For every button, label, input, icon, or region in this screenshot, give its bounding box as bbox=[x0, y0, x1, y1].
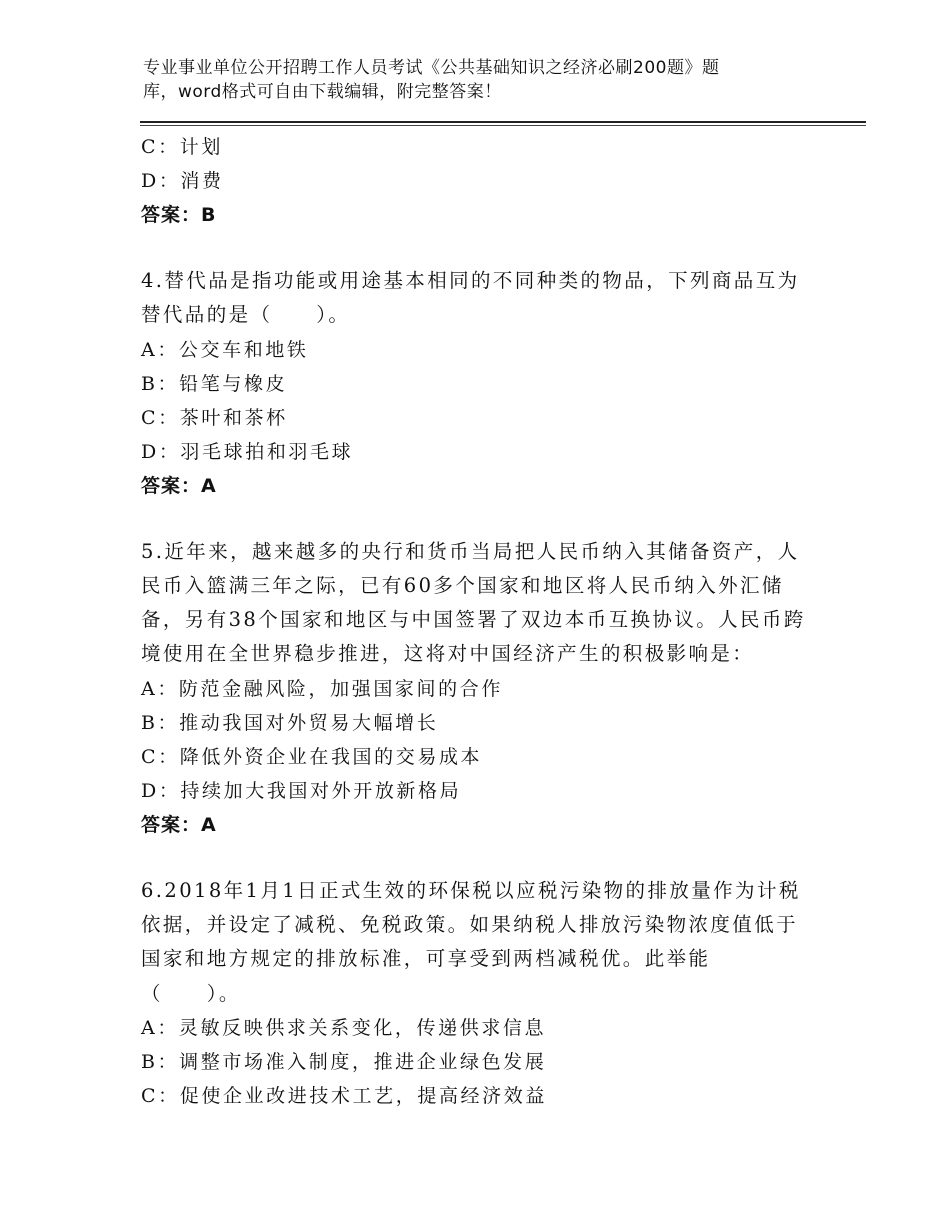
option-d: D：羽毛球拍和羽毛球 bbox=[141, 440, 354, 463]
option-a: A：公交车和地铁 bbox=[141, 338, 309, 361]
question-5 bbox=[141, 535, 806, 842]
question-4 bbox=[141, 264, 801, 503]
option-d: D：持续加大我国对外开放新格局 bbox=[141, 779, 462, 802]
question-stem-line: 6.2018年1月1日正式生效的环保税以应税污染物的排放量作为计税 bbox=[141, 878, 801, 902]
question-stem-line: 境使用在全世界稳步推进，这将对中国经济产生的积极影响是： bbox=[141, 642, 755, 666]
option-b: B：调整市场准入制度，推进企业绿色发展 bbox=[141, 1050, 547, 1073]
question-6 bbox=[141, 874, 801, 1113]
spacer bbox=[141, 503, 801, 535]
question-stem-line: 替代品的是（ ）。 bbox=[141, 303, 351, 327]
spacer bbox=[141, 232, 801, 264]
page-header bbox=[143, 56, 803, 104]
option-c: C：茶叶和茶杯 bbox=[141, 406, 288, 429]
option-b: B：铅笔与橡皮 bbox=[141, 372, 288, 395]
document-body bbox=[141, 130, 806, 1113]
option-a: A：灵敏反映供求关系变化，传递供求信息 bbox=[141, 1016, 547, 1039]
header-divider-thick bbox=[140, 121, 866, 123]
answer: 答案：A bbox=[141, 474, 217, 497]
question-stem-line: 国家和地方规定的排放标准，可享受到两档减税优。此举能 bbox=[141, 947, 711, 971]
answer: 答案：B bbox=[141, 204, 217, 226]
header-title-line-2: 库，word格式可自由下载编辑，附完整答案！ bbox=[143, 82, 502, 102]
question-stem-line: 5.近年来，越来越多的央行和货币当局把人民币纳入其储备资产，人 bbox=[141, 539, 800, 563]
header-divider-thin bbox=[140, 125, 866, 126]
question-stem-line: （ ）。 bbox=[141, 981, 241, 1005]
answer: 答案：A bbox=[141, 813, 217, 836]
option-c: C：降低外资企业在我国的交易成本 bbox=[141, 745, 483, 768]
question-3-continued bbox=[141, 130, 801, 232]
question-stem-line: 4.替代品是指功能或用途基本相同的不同种类的物品，下列商品互为 bbox=[141, 269, 800, 292]
header-title-line-1: 专业事业单位公开招聘工作人员考试《公共基础知识之经济必刷200题》题 bbox=[143, 58, 720, 78]
question-stem-line: 民币入篮满三年之际，已有60多个国家和地区将人民币纳入外汇储 bbox=[141, 573, 784, 597]
question-stem-line: 备，另有38个国家和地区与中国签署了双边本币互换协议。人民币跨 bbox=[141, 608, 806, 632]
option-a: A：防范金融风险，加强国家间的合作 bbox=[141, 677, 503, 700]
spacer bbox=[141, 842, 801, 874]
option-c: C：促使企业改进技术工艺，提高经济效益 bbox=[141, 1084, 547, 1107]
option-b: B：推动我国对外贸易大幅增长 bbox=[141, 711, 439, 734]
option-d: D：消费 bbox=[141, 170, 224, 192]
option-c: C：计划 bbox=[141, 136, 223, 158]
question-stem-line: 依据，并设定了减税、免税政策。如果纳税人排放污染物浓度值低于 bbox=[141, 913, 799, 937]
